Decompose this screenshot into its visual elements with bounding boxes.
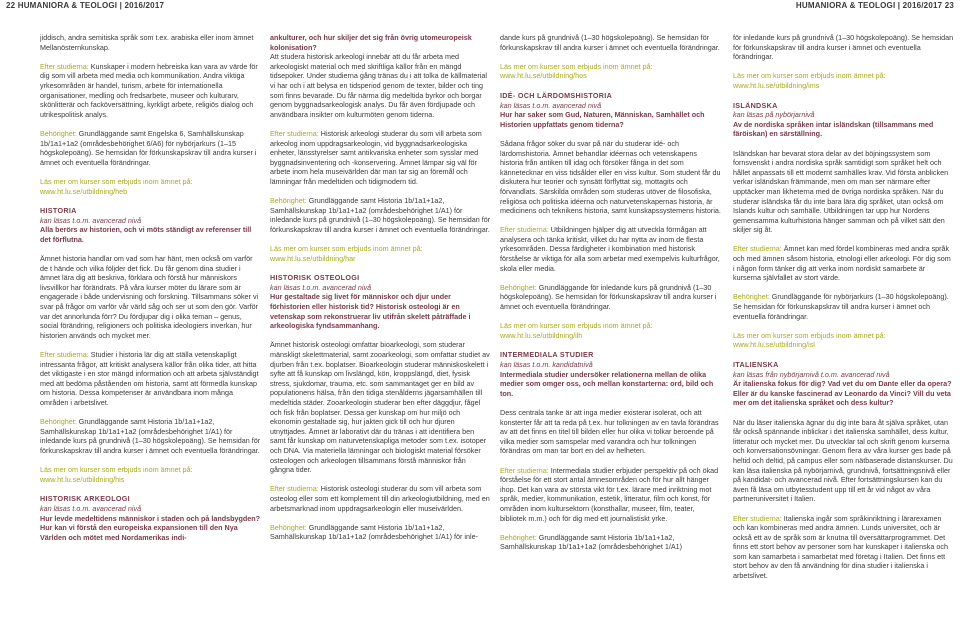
paragraph: dande kurs på grundnivå (1–30 högskolepoäng). Se hemsidan för förkunskapskrav till andra kurser i ämnet och eventuella förändringar. [500,33,720,52]
paragraph: Efter studierna: Studier i historia lär dig att ställa vetenskapligt intressanta frågor, att kritiskt analysera källor från olika tider, att hitta det viktigaste i en stor mängd information och att arbeta självständigt med att bedöma påståenden om historia, samt att förmedla kunskap om historia. Dessa kompetenser är användbara inom många områden i arbetslivet. [40,350,259,407]
section-title-historia: HISTORIA [40,206,77,216]
paragraph: Sådana frågor söker du svar på när du studerar idé- och lärdomshistoria. Ämnet behandlar idéernas och vetenskapens historia från antiken till idag och försöker fånga in det som kännetecknar en viss tidsålder eller en viss kultur. Som student får du diskutera hur teorier och synsätt förflyttat sig, mottagits och förvandlats. Särskilda områden som studeras utöver de filosofiska, religiösa och politiska idéerna och naturvetenskapernas historia, är medicinens och teknikens historia, samt kunskapssystemens historia. [500,138,721,216]
paragraph: Isländskan har bevarat stora delar av det böjningssystem som fornsvenskt i andra nordiska språk samtidigt som språket helt och hållet anpassats till ett modernt samhälles krav. Vid första anblicken verkar isländskan främmande, men om man ser närmare efter upptäcker man likheterna med de övriga nordiska språken. När du studerar isländska får du inte bara lära dig språket, utan också om Islands kultur och samhälle. Utbildningen tar upp hur Nordens gemensamma kulturhistoria hänger samman och på vilket sätt den skiljer sig åt. [733,148,949,235]
header-left: 22 HUMANIORA & TEOLOGI | 2016/2017 [6,1,165,10]
paragraph: Efter studierna: Historisk osteologi studerar du som vill arbeta som osteolog eller som ett komplement till din arkeologiutbildning, med en arbetsmarknad inom uppdragsarkeologin eller museivärlden. [270,484,490,513]
paragraph: Efter studierna: Historisk arkeologi studerar du som vill arbeta som arkeolog inom uppdragsarkeologin, vid byggnadsarkeologiska enheter, länsstyrelser samt antikvariska enheter som sysslar med byggnadsinventering och -konservering. Ämnet lämpar sig väl för arbete inom hela museivärlden där man tar sig an föremål och lämningar från medeltiden och tidigmodern tid. [270,128,482,186]
paragraph: Efter studierna: Kunskaper i modern hebreiska kan vara av värde för dig som vill arbeta med media och kommunikation. Andra viktiga yrkesområden är handel, turism, arbete för internationella organisationer, medling och fredsarbete, museer och kulturarv, skönlitterär och facköversättning, kyrkligt arbete, religiös dialog och utrikespolitisk analys. [40,61,258,119]
link-ims[interactable]: www.ht.lu.se/utbildning/ims [733,80,820,90]
intro-hook: Hur har saker som Gud, Naturen, Människan, Samhället och Historien uppfattats genom tiderna? [500,110,705,129]
level-note: kan läsas t.o.m. avancerad nivå [270,282,372,292]
section-title-historisk-osteologi: HISTORISK OSTEOLOGI [270,273,360,283]
link-ilh[interactable]: www.ht.lu.se/utbildning/ilh [500,330,583,340]
paragraph: Behörighet: Grundläggande samt Historia 1b/1a1+1a2, Samhällskunskap 1b/1a1+1a2 (områdesbehörighet 1/A1) för inledande kurs på grundnivå (1–30 högskolepoäng). Se hemsidan för förkunskapskrav till andra kurser i ämnet och eventuella förändringar. [270,196,491,234]
paragraph: Behörighet: Grundläggande samt Historia 1b/1a1+1a2, Samhällskunskap 1b/1a1+1a2 (områdesbehörighet 1/A1) för inle- [270,522,478,542]
level-note: kan läsas t.o.m. kandidatnivå [500,360,593,369]
link-isl[interactable]: www.ht.lu.se/utbildning/isl [733,340,815,350]
intro-hook: Är italienska fokus för dig? Vad vet du om Dante eller da opera? Eller är du kanske fascinerad av Leonardo da Vinci? Vill du veta mer om det italienska språket och dess kultur? [733,379,952,408]
read-more: Läs mer om kurser som erbjuds inom ämnet på: www.ht.lu.se/utbildning/his [40,465,193,484]
link-his[interactable]: www.ht.lu.se/utbildning/his [40,474,125,484]
read-more: Läs mer om kurser som erbjuds inom ämnet på: www.ht.lu.se/utbildning/ims [733,71,886,90]
label-after-studies: Efter studierna: [40,61,89,71]
column-1 [40,33,261,633]
link-har[interactable]: www.ht.lu.se/utbildning/har [270,253,356,263]
paragraph: Efter studierna: Utbildningen hjälper dig att utveckla förmågan att analysera och tänka kritiskt, vilket du har nytta av inom de flesta yrkesområden. Dessa färdigheter i kombination med historisk förståelse är viktiga för alla som arbetar med exempelvis kulturfrågor, skola eller media. [500,225,720,273]
paragraph: Efter studierna: Italienska ingår som språkinriktning i lärarexamen och kan kombineras med andra ämnen. Lunds universitet, och är också ett av de språk som är knutna till översättarprogrammet. Det finns ett stort behov av personer som har kunskaper i italienska och som kan samarbeta i samarbetat med företag i Italien. Det finns ett stort behov av den få användning för dina studier i italienska i arbetslivet. [733,513,948,581]
column-3 [500,33,721,633]
intro-hook: Alla berörs av historien, och vi möts ständigt av referenser till det förflutna. [40,225,252,244]
section-title-islandska: ISLÄNDSKA [733,100,778,110]
intro-hook-continued: ankulturer, och hur skiljer det sig från övrig utomeuropeisk kolonisation? [270,33,472,52]
read-more: Läs mer om kurser som erbjuds inom ämnet på: www.ht.lu.se/utbildning/isl [733,330,886,350]
section-title-historisk-arkeologi: HISTORISK ARKEOLOGI [40,494,130,504]
paragraph: Ämnet historia handlar om vad som har hänt, men också om varför de t hände och vilka följder det fick. Du får genom dina studier i ämnet lära dig att beskriva, förklara och förstå hur människors livsvillkor har förändrats. På våra kurser möter du lärare som är engagerade i både undervisning och forskning. Tillsammans söker vi svar på frågor om varför vår värld såg och ser ut som den gör. Varför var det annorlunda förr? Du fördjupar dig i olika teman – genus, social förändring, religioners och politiska ideologiers inverkan, hur historien används och mycket mer. [40,254,259,340]
section-title-intermediala-studier: INTERMEDIALA STUDIER [500,350,594,360]
link-hos[interactable]: www.ht.lu.se/utbildning/hos [500,71,587,81]
level-note: kan läsas t.o.m. avancerad nivå [40,215,142,225]
paragraph: Ämnet historisk osteologi omfattar bioarkeologi, som studerar mänskligt skelettmaterial, samt zooarkeologi, som omfattar studiet av djurben från t.ex. boplatser. Bioarkeologin studerar människoskelett i syfte att få kunskap om livslängd, kön, kroppslängd, diet, fysisk stress, sjukdomar, trauma, etc. som sammantaget ger en bild av populationens hälsa, från den tidiga stenålderns jägarsamhällen till medeltida städer. Zooarkeologin studerar ben efter däggdjur, fågel och fisk från boplatser. Dessa ger kunskap om hur miljö och ekonomin gestaltade sig, hur jakten gick till och hur djuren utnyttjades. Ämnet är laborativt där du tränas i att identifiera ben samt får kunskap om naturvetenskapliga metoder som t.ex. isotoper och DNA. Via materiella lämningar och biologiskt material försöker osteologen och arkeologen tillsammans förstå människor från gångna tider. [270,340,490,475]
read-more: Läs mer om kurser som erbjuds inom ämnet på: www.ht.lu.se/utbildning/hos [500,61,653,81]
section-title-italienska: ITALIENSKA [733,360,779,369]
paragraph: Efter studierna: Intermediala studier erbjuder perspektiv på och ökad förståelse för ett stort antal ämnesområden och för hur allt hänger ihop. Det kan vara av största vikt för t.ex. lärare med inriktning mot språk, medier, kommunikation, estetik, litteratur, film och konst, för områden inom kultursektorn (konsthallar, museer, film, teater, bibliotek m.m.) och för dig med ett journalistiskt yrke. [500,465,719,523]
paragraph: för inledande kurs på grundnivå (1–30 högskolepoäng). Se hemsidan för förkunskapskrav till andra kurser i ämnet och eventuella förändringar. [733,33,954,62]
paragraph: Dess centrala tanke är att inga medier existerar isolerat, och att konsterter får att ta reda på t.ex. hur tolkningen av en tavla förändras av att det finns en titel till bilden eller hur olika vi tolkar beroende på vilka medier som samspelar med varandra och hur tolkningen förändras om man tar bort en del av helheten. [500,407,719,456]
level-note: kan läsas t.o.m. avancerad nivå [500,100,602,110]
intro-hook: Av de nordiska språken intar isländskan (tillsammans med färöiskan) en särställning. [733,119,934,139]
intro-hook: Intermediala studier undersöker relationerna mellan de olika medier som omger oss, och mellan konstarterna: ord, bild och ton. [500,369,714,398]
label-eligibility: Behörighet: [40,128,77,138]
level-note: kan läsas på nybörjarnivå [733,110,815,120]
read-more: Läs mer om kurser som erbjuds inom ämnet på: www.ht.lu.se/utbildning/har [270,244,423,263]
read-more: Läs mer om kurser som erbjuds inom ämnet på: www.ht.lu.se/utbildning/heb [40,176,193,196]
paragraph: Behörighet: Grundläggande för nybörjarkurs (1–30 högskolepoäng). Se hemsidan för förkunskapskrav till andra kurser i ämnet och eventuella förändringar. [733,292,949,321]
running-header [0,0,960,14]
paragraph: När du läser italienska ägnar du dig inte bara åt själva språket, utan får också spännande inblickar i det italienska samhället, dess kultur, litteratur och mycket mer. Du utvecklar tal och skrift genom kurserna och konversationsövningar. Genom flera av våra kurser ges bade på heltid och deltid, på campus eller som nätbaserade distanskurser. Du kan läsa italienska på nybörjarnivå, grundnivå, fortsättningsnivå eller på kandidat- och avancerad nivå. Efter fortsättningskursen kan du även få läsa om utbytesstudent upp till ett år vid något av våra partneruniversitet i Italien. [733,417,953,504]
paragraph: Efter studierna: Ämnet kan med fördel kombineras med andra språk och med ämnen såsom historia, etnologi eller arkeologi. För dig som i någon form tänker dig att verka inom nordiskt samarbete är kurserna självfallet av stort värde. [733,244,951,283]
section-title-ide-och-lardomshistoria: IDÉ- OCH LÄRDOMSHISTORIA [500,90,613,100]
paragraph: Behörighet: Grundläggande samt Historia 1b/1a1+1a2, Samhällskunskap 1b/1a1+1a2 (områdesbehörighet 1/A1) [500,532,683,552]
intro-hook: Hur levde medeltidens människor i staden och på landsbygden? Hur kan vi förstå den europeiska expansionen till den Nya Världen och mötet med Nordamerikas indi- [40,513,261,542]
paragraph: jiddisch, andra semitiska språk som t.ex. arabiska eller inom ämnet Mellanösternkunskap. [40,33,254,52]
intro-hook: Hur gestaltade sig livet för människor och djur under förhistorien eller historisk tid? Historisk osteologi är en vetenskap som rekonstruerar liv utifrån skelett påträffade i arkeologiska fyndsammanhang. [270,292,471,331]
link-heb[interactable]: www.ht.lu.se/utbildning/heb [40,186,128,196]
paragraph: Behörighet: Grundläggande samt Historia 1b/1a1+1a2, Samhällskunskap 1b/1a1+1a2 (områdesbehörighet 1/A1) för inledande kurs på grundnivå (1–30 högskolepoäng). Se hemsidan för förkunskapskrav till andra kurser i ämnet och eventuella förändringar. [40,417,261,455]
column-2 [270,33,491,633]
level-note: kan läsas t.o.m. avancerad nivå [40,503,142,513]
paragraph: Behörighet: Grundläggande samt Engelska 6, Samhällskunskap 1b/1a1+1a2 (områdesbehörighet 6/A6) för nybörjarkurs (1–15 högskolepoäng). Se hemsidan för förkunskapskrav till andra kurser i ämnet och eventuella förändringar. [40,128,257,167]
paragraph: Behörighet: Grundläggande för inledande kurs på grundnivå (1–30 högskolepoäng). Se hemsidan för förkunskapskrav till andra kurser i ämnet och eventuella förändringar. [500,282,717,312]
paragraph: Att studera historisk arkeologi innebär att du får arbeta med arkeologiskt material och med skriftliga källor från en mängd tidsepoker. Under studierna gång tränas du i att tolka de källmaterial vi har och i att belysa en tidsperiod genom de texter, bilder och ting som finns bevarade. Du får närma dig medeltida byrkor och borgar genom byggnadsarkeologisk analys. Du får även fördjupade och användbara insikter om kulturmöten genom tiderna. [270,52,487,119]
read-more: Läs mer om kurser som erbjuds inom ämnet på: www.ht.lu.se/utbildning/ilh [500,321,653,340]
header-right: HUMANIORA & TEOLOGI | 2016/2017 23 [795,1,954,10]
level-note: kan läsas från nybörjarnivå t.o.m. avancerad nivå [733,369,890,379]
column-4 [733,33,954,633]
